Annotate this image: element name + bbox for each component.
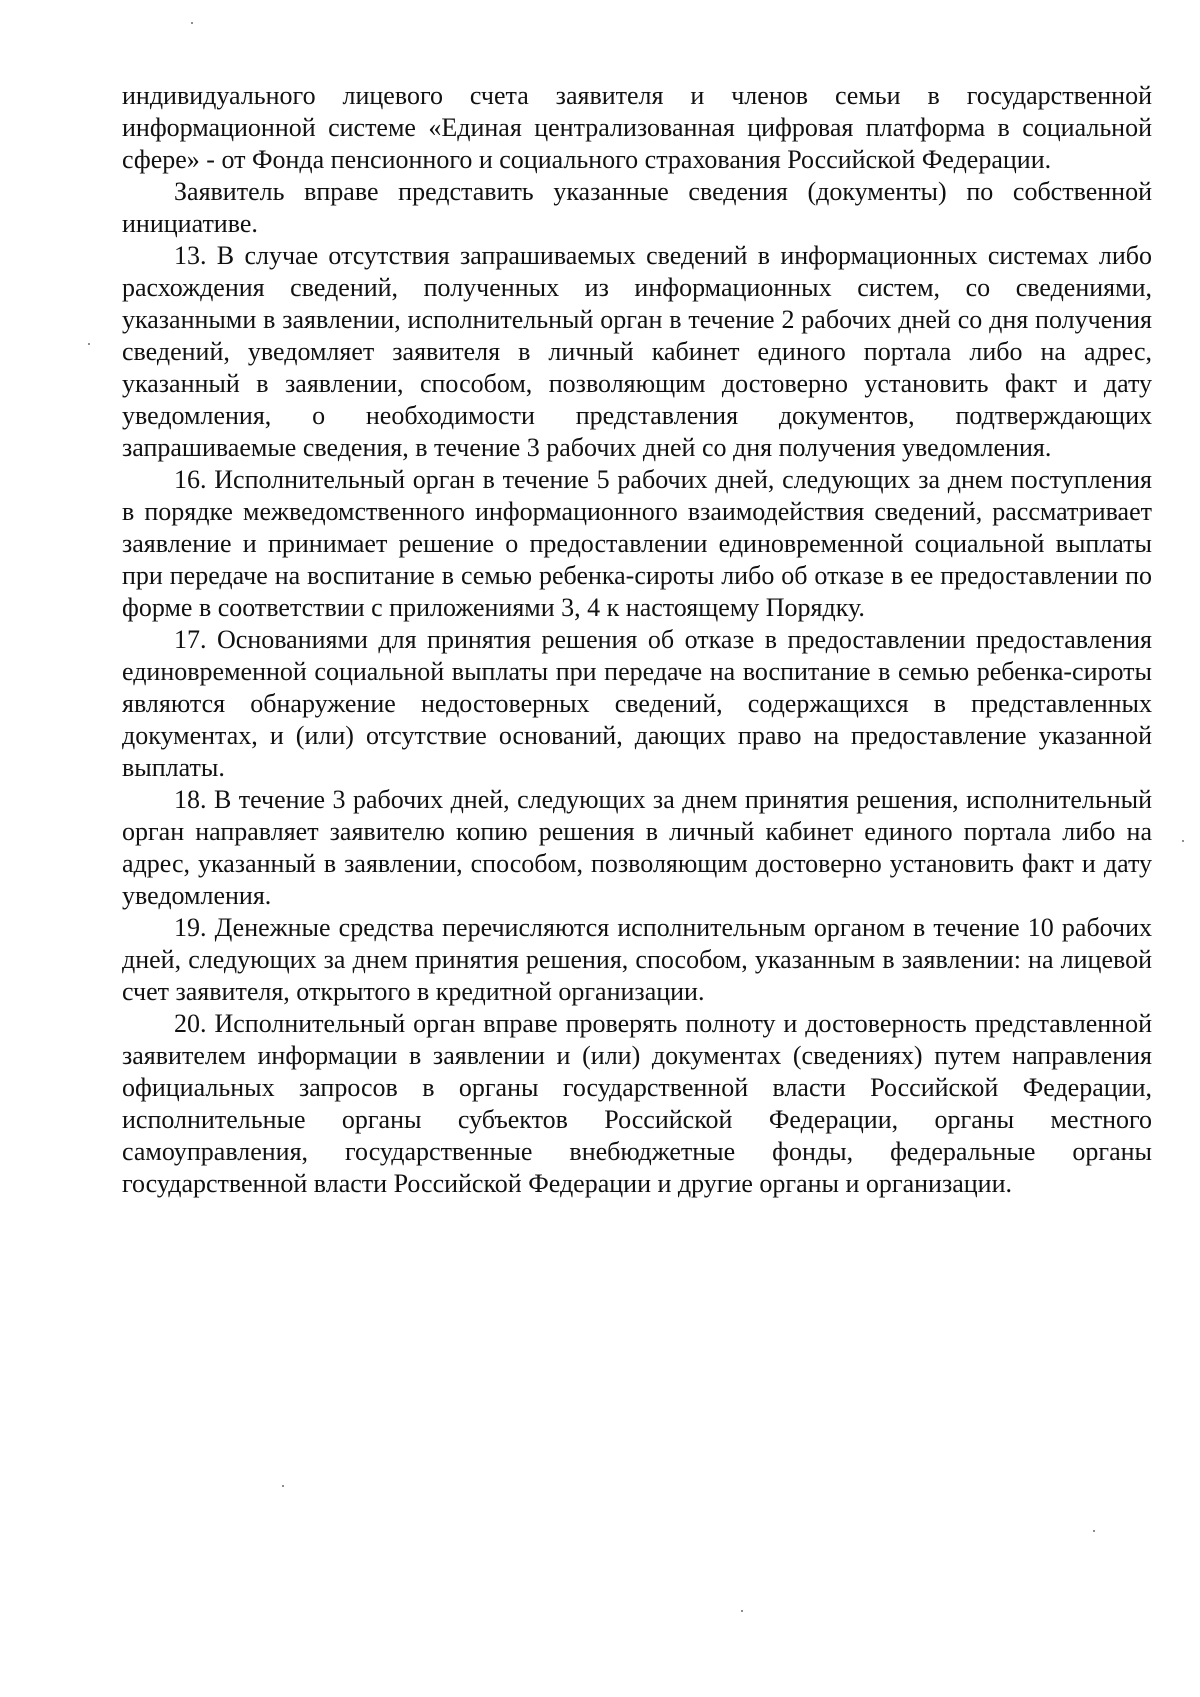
- paragraph-18: 18. В течение 3 рабочих дней, следующих за днем принятия решения, исполнительный орган направляет заявителю копию решения в личный кабинет единого портала либо на адрес, указанный в заявлении, способом, позволяющим достоверно установить факт и дату уведомления.: [122, 785, 1152, 910]
- paragraph-16: 16. Исполнительный орган в течение 5 рабочих дней, следующих за днем поступления в порядке межведомственного информационного взаимодействия сведений, рассматривает заявление и принимает решение о предоставлении единовременной социальной выплаты при передаче на воспитание в семью ребенка-сироты либо об отказе в ее предоставлении по форме в соответствии с приложениями 3, 4 к настоящему Порядку.: [122, 465, 1152, 622]
- paragraph-20: 20. Исполнительный орган вправе проверять полноту и достоверность представленной заявителем информации в заявлении и (или) документах (сведениях) путем направления официальных запросов в органы государственной власти Российской Федерации, исполнительные органы субъектов Российской Федерации, органы местного самоуправления, государственные внебюджетные фонды, федеральные органы государственной власти Российской Федерации и другие органы и организации.: [122, 1009, 1152, 1198]
- paragraph-initiative: Заявитель вправе представить указанные сведения (документы) по собственной инициативе.: [122, 177, 1152, 238]
- scan-speck: [741, 1610, 743, 1612]
- document-body: [122, 80, 1152, 1200]
- paragraph-13: 13. В случае отсутствия запрашиваемых сведений в информационных системах либо расхождения сведений, полученных из информационных систем, со сведениями, указанными в заявлении, исполнительный орган в течение 2 рабочих дней со дня получения сведений, уведомляет заявителя в личный кабинет единого портала либо на адрес, указанный в заявлении, способом, позволяющим достоверно установить факт и дату уведомления, о необходимости представления документов, подтверждающих запрашиваемые сведения, в течение 3 рабочих дней со дня получения уведомления.: [122, 241, 1152, 462]
- paragraph-17: 17. Основаниями для принятия решения об отказе в предоставлении предоставления единовременной социальной выплаты при передаче на воспитание в семью ребенка-сироты являются обнаружение недостоверных сведений, содержащихся в представленных документах, и (или) отсутствие оснований, дающих право на предоставление указанной выплаты.: [122, 625, 1152, 782]
- scan-speck: [191, 22, 193, 24]
- scan-speck: [282, 1485, 284, 1487]
- scan-speck: [88, 343, 90, 345]
- paragraph-continuation: индивидуального лицевого счета заявителя и членов семьи в государственной информационной системе «Единая централизованная цифровая платформа в социальной сфере» - от Фонда пенсионного и социального страхования Российской Федерации.: [122, 81, 1152, 174]
- scan-speck: [1182, 840, 1184, 842]
- paragraph-19: 19. Денежные средства перечисляются исполнительным органом в течение 10 рабочих дней, следующих за днем принятия решения, способом, указанным в заявлении: на лицевой счет заявителя, открытого в кредитной организации.: [122, 913, 1152, 1006]
- scan-speck: [1093, 1530, 1095, 1532]
